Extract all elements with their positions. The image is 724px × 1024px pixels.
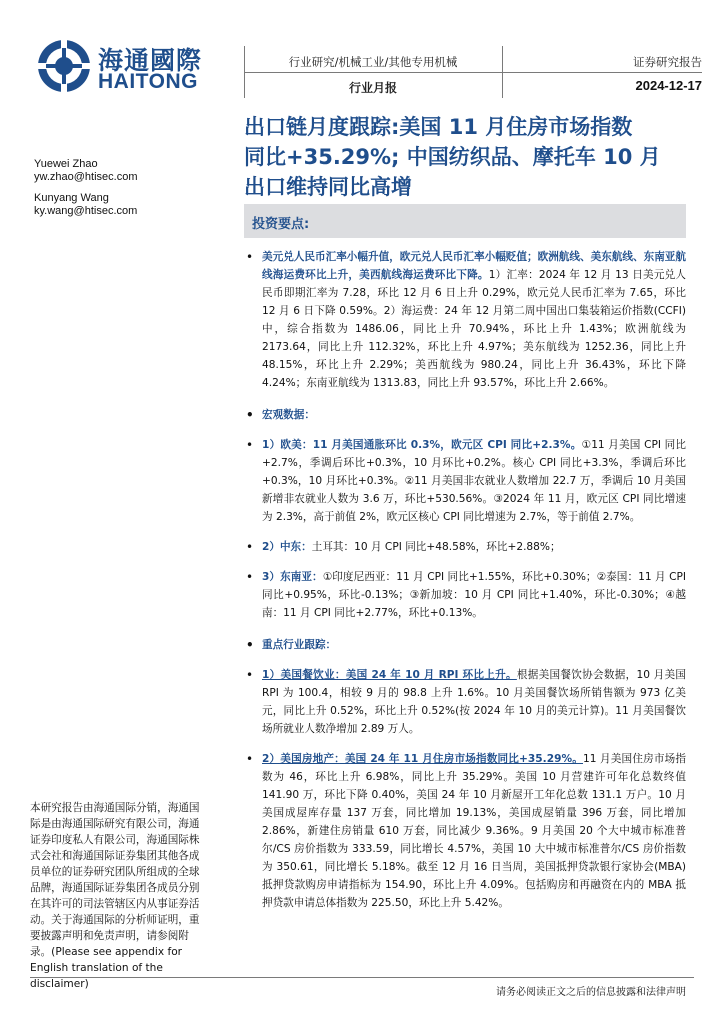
bullet-lead: 美元兑人民币汇率小幅升值，欧元兑人民币汇率小幅贬值；欧洲航线、美东航线、东南亚航线海运费环比上升，美西航线海运费环比下降。 (262, 251, 686, 281)
bullet-mideast (244, 538, 686, 556)
report-date: 2024-12-17 (635, 78, 702, 93)
bullet-lead: 1）欧美：11 月美国通胀环比 0.3%，欧元区 CPI 同比+2.3%。 (262, 439, 582, 451)
footer-divider (30, 977, 694, 978)
report-type: 行业月报 (348, 81, 397, 95)
bullet-lead: 2）中东： (262, 541, 312, 553)
author-block (34, 158, 234, 184)
bullet-lead: 2）美国房地产：美国 24 年 11 月住房市场指数同比+35.29%。 (262, 753, 583, 765)
bullet-body: 土耳其：10 月 CPI 同比+48.58%，环比+2.88%； (311, 541, 561, 553)
report-label: 证券研究报告 (633, 55, 702, 69)
author-name: Yuewei Zhao (34, 158, 98, 170)
author-block (34, 192, 234, 218)
bullet-food-service (244, 666, 686, 738)
author-email[interactable]: yw.zhao@htisec.com (34, 171, 138, 183)
report-category: 行业研究/机械工业/其他专用机械 (288, 55, 458, 69)
title-line-3: 出口维持同比高增 (244, 175, 412, 199)
bullet-body: 根据美国餐饮协会数据，10 月美国 RPI 为 100.4，相较 9 月的 98.8 上升 1.6%。10 月美国餐饮场所销售额为 973 亿美元，同比上升 0.52%，环比上升 0.52%(按 2024 年 10 月的美元计算)。11 月美国餐饮场所就业人数净增加 2.89 万人。 (262, 669, 686, 735)
bullet-real-estate (244, 750, 686, 912)
author-name: Kunyang Wang (34, 192, 109, 204)
bullet-body: ①11 月美国 CPI 同比+2.7%，季调后环比+0.3%，10 月环比+0.2%。核心 CPI 同比+3.3%，季调后环比+0.3%，10 月环比+0.3%。②11 月美国非农就业人数增加 22.7 万，季调后 10 月美国新增非农就业人数为 3.6 万，环比+530.56%。③2024 年 11 月，欧元区 CPI 同比增速为 2.3%，高于前值 2%，欧元区核心 CPI 同比增速为 2.7%，等于前值 2.7%。 (262, 439, 686, 523)
bullet-body: 11 月美国住房市场指数为 46，环比上升 6.98%，同比上升 35.29%。美国 10 月营建许可年化总数终值 141.90 万，环比下降 0.40%，美国 24 年 10 月新屋开工年化总数 131.1 万户。10 月美国成屋库存量 137 万套，同比增加 19.13%，美国成屋销量 396 万套，同比增加 2.86%，新建住房销量 610 万套，同比减少 9.36%。9 月美国 20 个大中城市标准普尔/CS 房价指数为 333.59，同比增长 4.57%，美国 10 大中城市标准普尔/CS 房价指数为 350.61，同比增长 5.18%。截至 12 月 16 日当周，美国抵押贷款银行家协会(MBA)抵押贷款购房申请指标为 154.90，环比上升 4.09%。包括购房和再融资在内的 MBA 抵押贷款申请总体指数为 225.50，环比上升 5.42%。 (262, 753, 686, 909)
bullet-lead: 1）美国餐饮业：美国 24 年 10 月 RPI 环比上升。 (262, 669, 517, 681)
bullet-body: 1）汇率：2024 年 12 月 13 日美元兑人民币即期汇率为 7.28，环比 12 月 6 日上升 0.29%，欧元兑人民币汇率为 7.65，环比 12 月 6 日下降 0.59%。2）海运费：24 年 12 月第二周中国出口集装箱运价指数(CCFI)中，综合指数为 1486.06，同比上升 70.94%，环比上升 1.43%；欧洲航线为 2173.64，同比上升 112.32%，环比上升 4.97%；美东航线为 1252.36，同比上升 48.15%，环比上升 2.29%；美西航线为 980.24，同比上升 36.43%，环比下降 4.24%；东南亚航线为 1313.83，同比上升 93.57%，环比上升 2.66%。 (262, 269, 687, 389)
bullet-lead: 3）东南亚： (262, 571, 323, 583)
logo-chinese-name: 海通國際 (98, 46, 203, 75)
investment-highlights-title: 投资要点: (252, 217, 310, 232)
logo-english-name: HAITONG (98, 70, 198, 93)
bullet-fx-freight (244, 248, 686, 392)
report-title (244, 112, 704, 202)
title-line-2: 同比+35.29%; 中国纺织品、摩托车 10 月 (244, 145, 661, 169)
macro-section-title: • 宏观数据： (244, 406, 686, 424)
investment-highlights-header (244, 204, 686, 238)
header-divider-horizontal (244, 72, 702, 73)
industry-section-title: • 重点行业跟踪： (244, 636, 686, 654)
bullet-southeast-asia (244, 568, 686, 622)
footer-notice: 请务必阅读正文之后的信息披露和法律声明 (496, 987, 686, 998)
disclaimer-text: 本研究报告由海通国际分销，海通国际是由海通国际研究有限公司，海通证券印度私人有限公司，海通国际株式会社和海通国际证券集团其他各成员单位的证券研究团队所组成的全球品牌，海通国际证券集团各成员分别在其许可的司法管辖区内从事证券活动。关于海通国际的分析师证明，重要披露声明和免责声明，请参阅附录。(Please see appendix for English translation of the disclaimer) (30, 802, 200, 990)
title-line-1: 出口链月度跟踪:美国 11 月住房市场指数 (244, 115, 633, 139)
bullet-us-eu (244, 436, 686, 526)
author-email[interactable]: ky.wang@htisec.com (34, 205, 138, 217)
haitong-logo (36, 38, 214, 96)
bullet-body: ①印度尼西亚：11 月 CPI 同比+1.55%，环比+0.30%；②泰国：11 月 CPI 同比+0.95%，环比-0.13%；③新加坡：10 月 CPI 同比+1.40%，环比-0.30%；④越南：11 月 CPI 同比+2.77%，环比+0.13%。 (262, 571, 687, 619)
haitong-emblem-icon (36, 38, 92, 94)
report-body (244, 248, 686, 922)
